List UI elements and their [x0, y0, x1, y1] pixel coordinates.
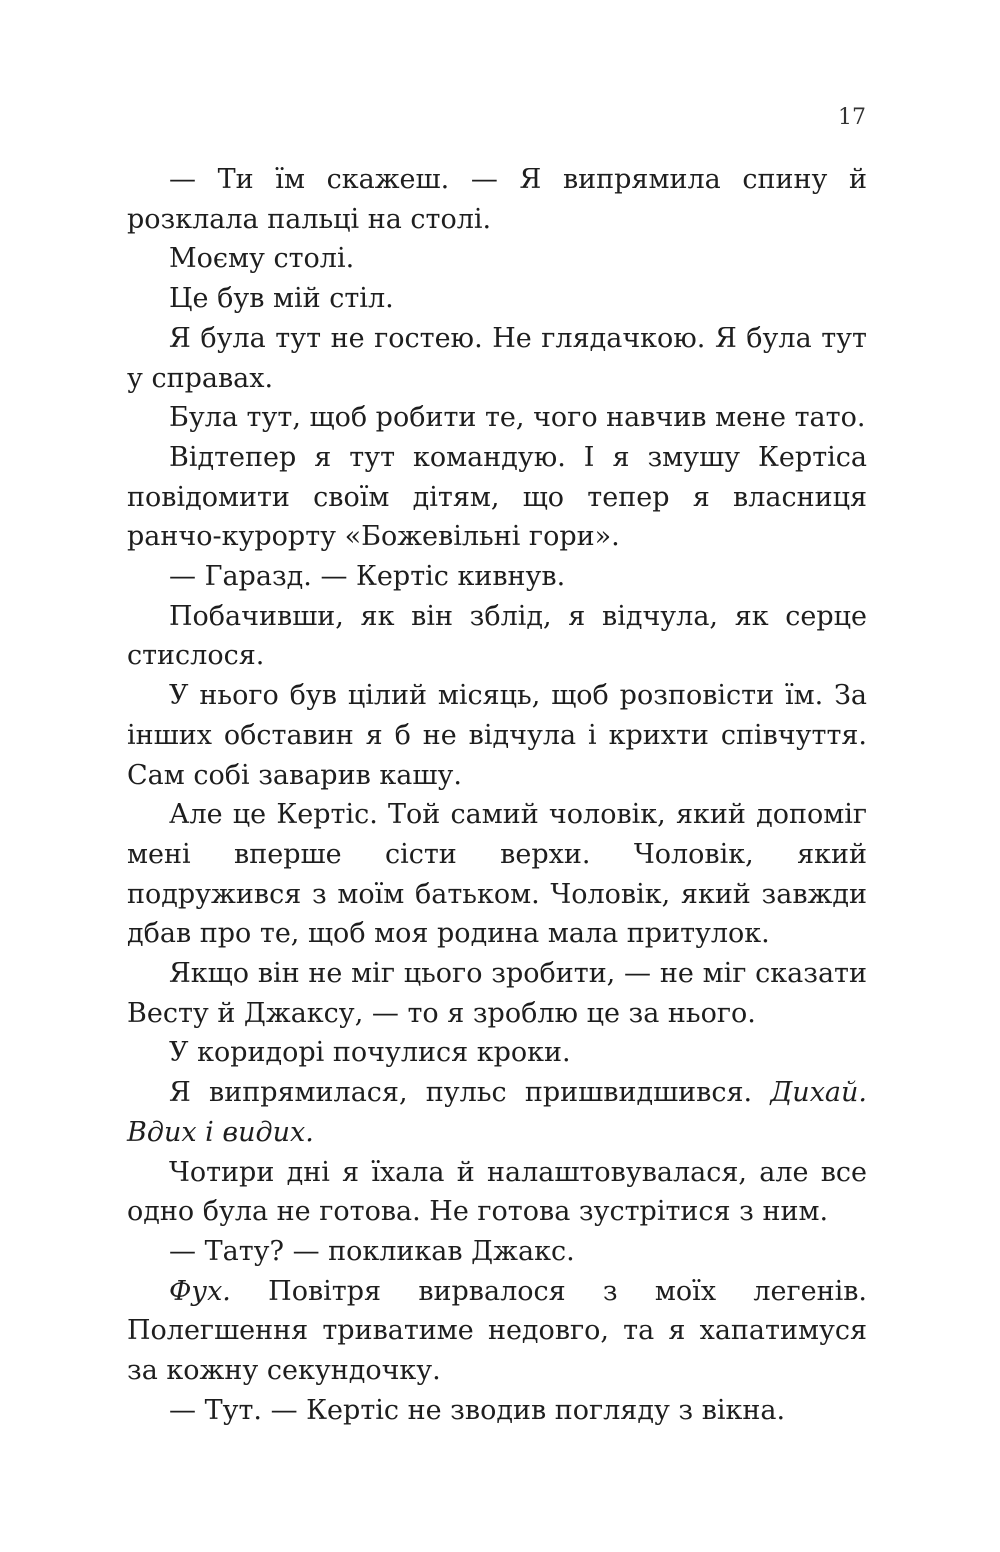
page-number: 17 — [838, 105, 866, 130]
paragraph: У нього був цілий місяць, щоб розповісти їм. За інших обставин я б не відчула і крихти співчуття. Сам собі заварив кашу. — [127, 680, 867, 791]
paragraph: Відтепер я тут командую. І я змушу Кертіса повідомити своїм дітям, що тепер я власниця ранчо-курорту «Божевільні гори». — [127, 441, 867, 553]
paragraph: — Тату? — покликав Джакс. — [169, 1235, 575, 1267]
paragraph: Фух. Повітря вирвалося з моїх легенів. Полегшення триватиме недовго, та я хапатимуся за кожну секундочку. — [127, 1275, 867, 1387]
paragraph: Була тут, щоб робити те, чого навчив мене тато. — [169, 402, 866, 434]
paragraph: Чотири дні я їхала й налаштовувалася, але все одно була не готова. Не готова зустрітися з ним. — [127, 1156, 867, 1228]
paragraph: Це був мій стіл. — [169, 283, 394, 315]
italic-text: Дихай. Вдих і видих. — [127, 1077, 867, 1148]
paragraph: Я випрямилася, пульс пришвидшився. Дихай. Вдих і видих. — [127, 1077, 867, 1148]
paragraph: Побачивши, як він зблід, я відчула, як серце стислося. — [127, 600, 867, 672]
text-body — [127, 160, 867, 1431]
paragraph: У коридорі почулися кроки. — [169, 1037, 571, 1069]
paragraph: — Гаразд. — Кертіс кивнув. — [169, 561, 566, 593]
paragraph: Але це Кертіс. Той самий чоловік, який допоміг мені вперше сісти верхи. Чоловік, який подружився з моїм батьком. Чоловік, який завжди дбав про те, щоб моя родина мала притулок. — [127, 799, 867, 950]
italic-text: Фух. — [169, 1275, 231, 1307]
paragraph: Моєму столі. — [169, 243, 355, 275]
paragraph: Якщо він не міг цього зробити, — не міг сказати Весту й Джаксу, — то я зроблю це за нього. — [127, 958, 867, 1029]
paragraph: — Ти їм скажеш. — Я випрямила спину й розклала пальці на столі. — [127, 164, 867, 235]
paragraph: — Тут. — Кертіс не зводив погляду з вікна. — [169, 1394, 786, 1426]
paragraph: Я була тут не гостею. Не глядачкою. Я була тут у справах. — [127, 322, 867, 394]
